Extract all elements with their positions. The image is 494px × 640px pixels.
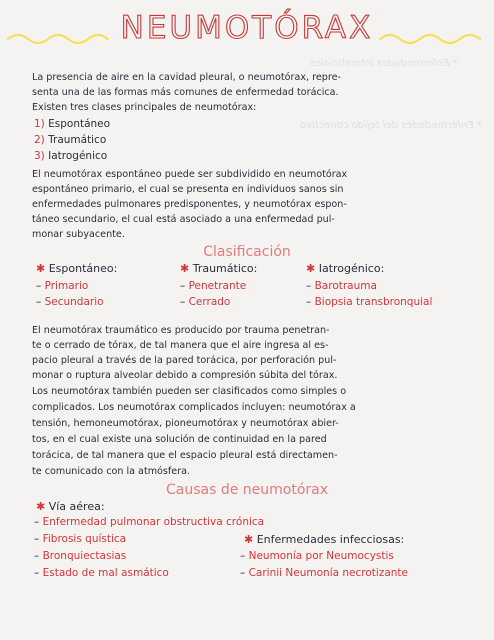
- body-line: pacio pleural a través de la pared torácica, por perforación pul-: [32, 355, 337, 366]
- bleed-through: * Enfermedades del tejido conectivo: [300, 120, 482, 131]
- type-item: 3) Iatrogénico: [34, 150, 108, 162]
- body-line: enfermedades pulmonares predisponentes, y neumotórax espon-: [32, 199, 347, 210]
- body-line: monar o ruptura alveolar debido a compresión súbita del tórax.: [32, 370, 338, 381]
- body-line: Los neumotórax también pueden ser clasificados como simples o: [32, 386, 347, 397]
- body-line: El neumotórax espontáneo puede ser subdividido en neumotórax: [32, 169, 348, 180]
- list-item: – Cerrado: [180, 296, 231, 308]
- section-heading-clasificacion: Clasificación: [203, 244, 291, 260]
- body-line: El neumotórax traumático es producido por trauma penetran-: [32, 325, 330, 336]
- body-line: te comunicado con la atmósfera.: [32, 466, 191, 477]
- page-title: NEUMOTÓRAX: [120, 10, 374, 46]
- bleed-through: * Enfermedades intersticiales: [310, 58, 458, 69]
- title-banner: [0, 6, 494, 58]
- asterisk-icon: ✱: [36, 500, 46, 513]
- list-item: – Fibrosis quística: [34, 533, 127, 545]
- list-item: – Secundario: [36, 296, 104, 308]
- list-item: – Bronquiectasias: [34, 550, 127, 562]
- body-line: complicados. Los neumotórax complicados incluyen: neumotórax a: [32, 402, 356, 413]
- column-head: ✱ Iatrogénico:: [306, 262, 385, 275]
- body-line: monar subyacente.: [32, 229, 125, 240]
- asterisk-icon: ✱: [244, 533, 254, 546]
- list-item: – Estado de mal asmático: [34, 567, 169, 579]
- intro-line: Existen tres clases principales de neumotórax:: [32, 102, 257, 113]
- asterisk-icon: ✱: [306, 262, 316, 275]
- column-head: ✱ Vía aérea:: [36, 500, 105, 513]
- body-line: torácica, de tal manera que el espacio pleural está directamen-: [32, 450, 338, 461]
- column-head: ✱ Enfermedades infecciosas:: [244, 533, 405, 546]
- list-item: – Penetrante: [180, 280, 247, 292]
- asterisk-icon: ✱: [36, 262, 46, 275]
- list-item: – Primario: [36, 280, 89, 292]
- list-item: – Carinii Neumonía necrotizante: [240, 567, 408, 579]
- list-item: – Neumonía por Neumocystis: [240, 550, 394, 562]
- type-item: 2) Traumático: [34, 134, 107, 146]
- asterisk-icon: ✱: [180, 262, 190, 275]
- body-line: táneo secundario, el cual está asociado a una enfermedad pul-: [32, 214, 335, 225]
- intro-line: La presencia de aire en la cavidad pleural, o neumotórax, repre-: [32, 72, 341, 83]
- list-item: – Biopsia transbronquial: [306, 296, 433, 308]
- type-item: 1) Espontáneo: [34, 118, 111, 130]
- column-head: ✱ Espontáneo:: [36, 262, 118, 275]
- list-item: – Barotrauma: [306, 280, 377, 292]
- body-line: espontáneo primario, el cual se presenta en individuos sanos sin: [32, 184, 344, 195]
- section-heading-causas: Causas de neumotórax: [165, 482, 329, 498]
- body-line: te o cerrado de tórax, de tal manera que el aire ingresa al es-: [32, 340, 329, 351]
- body-line: tensión, hemoneumotórax, pioneumotórax y neumotórax abier-: [32, 418, 339, 429]
- body-line: tos, en el cual existe una solución de continuidad en la pared: [32, 434, 327, 445]
- list-item: – Enfermedad pulmonar obstructiva crónica: [34, 516, 265, 528]
- column-head: ✱ Traumático:: [180, 262, 258, 275]
- intro-line: senta una de las formas más comunes de enfermedad torácica.: [32, 87, 339, 98]
